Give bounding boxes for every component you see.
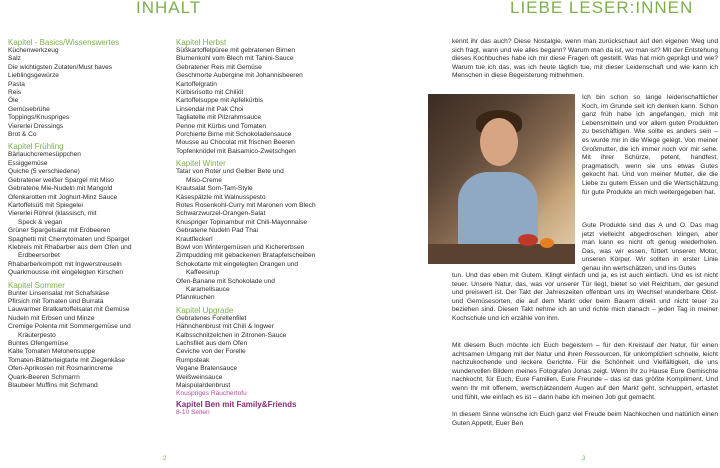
toc-entry: Gebratener weißer Spargel mit Miso [8, 176, 114, 184]
toc-section-heading: Kapitel - Basics/Wissenswertes [8, 38, 120, 47]
toc-section-heading: Kapitel Herbst [176, 38, 227, 47]
toc-entry: Cremige Polenta mit Sommergemüse und [8, 323, 131, 331]
toc-entry: Linsendal mit Pak Choi [176, 105, 244, 113]
toc-entry: Grüner Spargelsalat mit Erdbeeren [8, 227, 111, 235]
right-page [360, 0, 720, 468]
toc-entry: Viererlei Röhrel (klassisch, mit [8, 210, 97, 218]
toc-entry: Tomaten-Blätterteigtarte mit Ziegenkäse [8, 356, 125, 364]
chef-photo [428, 94, 575, 264]
side-paragraph-2: Gute Produkte sind das A und O. Das mag jetzt vielleicht abgedroschen klingen, aber man kann es nicht oft genug wiederholen. Das, was wir essen, füttert unseren Motor, unseren Körper. Wir sollten in erster Linie genau ihn wertschätzen, und ins Gutes [582, 222, 718, 272]
toc-entry: Reis [8, 89, 22, 97]
toc-entry: Blaubeer Muffins mit Schmand [8, 382, 98, 390]
toc-entry: Weißweinsauce [176, 373, 223, 381]
toc-entry: Ofen-Aprikosen mit Rosmarincreme [8, 365, 113, 373]
toc-entry: Miso-Creme [186, 176, 222, 184]
toc-entry: Gebratene Nudeln Pad Thai [176, 227, 258, 235]
toc-entry: Erdbeersorbet [18, 252, 60, 260]
page-title-leser: LIEBE LESER:INNEN [510, 0, 694, 17]
toc-entry: Toppings/Knuspriges [8, 114, 70, 122]
toc-section-heading: Kapitel Winter [176, 159, 226, 169]
toc-entry: Kartoffelsüß mit Spiegelei [8, 201, 84, 209]
toc-entry: Viererlei Dressings [8, 122, 64, 130]
toc-entry: Schwarzwurzel-Orangen-Salat [176, 210, 266, 218]
toc-entry: Porchierte Birne mit Schokoladensauce [176, 131, 292, 139]
intro-paragraph: kennt ihr das auch? Diese Nostalgie, wenn man zurückschaut auf den eigenen Weg und sich fragt, wann und wie alles begann? Warum man da ist, wo man ist? Mit der Entstehung dieses Kochbuches habe ich mir diese Fragen oft gestellt. Was hat mich geprägt und wie? Warum tue ich das, was ich heute täglich tue, mit dieser Leidenschaft und wie kann ich Menschen in diese Begeisterung mitnehmen. [452, 38, 718, 80]
toc-entry: Salz [8, 55, 21, 63]
toc-entry: Karamellsauce [186, 285, 230, 293]
toc-entry: Vegane Bratensauce [176, 365, 238, 373]
page-title-inhalt: INHALT [136, 0, 202, 17]
toc-entry: Lieblingsgewürze [8, 72, 59, 80]
toc-entry: Gebratener Reis mit Gemüse [176, 63, 262, 71]
toc-section-heading: Kapitel Upgrade [176, 305, 234, 315]
toc-entry: Quarkmousse mit eingelegten Kirschen [8, 269, 124, 277]
bottom-paragraph: Mit diesem Buch möchte ich Euch begeistern – für den Kreislauf der Natur, für einen achtsamen Umgang mit der Natur und ihren Ressourcen, für unkompliziert schnelle, leicht nachzukochende und leckere Gerichte. Für die Schönheit und Vielfältigkeit, die uns wundervollen Bildern meines Fotografen Jonas zeigt. Wenn Ihr zu Hause Eure Gemischte nachkocht, für Euch, Eure Familien, Eure Freunde – das ist das größte Kompliment. Und wenn Ihr mit offenem, wertschätzendem Augen auf den Markt geht, schnuppert, ertastet und fühlt, wie einfach es ist – dann habe ich meinen Job gut gemacht. [452, 342, 718, 401]
toc-entry: Essiggemüse [8, 159, 48, 167]
toc-entry: Quark-Beeren Schmarrn [8, 373, 80, 381]
toc-entry: Ofen-Banane mit Schokolade und [176, 277, 275, 285]
toc-entry: Maispulardenbrust [176, 382, 231, 390]
toc-entry: Ceviche von der Forelle [176, 348, 246, 356]
side-paragraph-1: Ich bin schon so lange leidenschaftlicher Koch, im Grunde seit ich denken kann. Schon ganz früh habe ich angefangen, mich mit Lebensmitteln und vor allem guten Produkten zu beschäftigen. Wie sollte es anders sein – es wurde mir in die Wiege gelegt. Von meiner Großmutter, die ich immer noch vor mir sehe. Mit ihrer Schürze, petent, handfest, pragmatisch, wenn sie uns etwas Gutes gekocht hat. Und von meiner Mutter, die die Liebe zu gutem Essen und die Wertschätzung für gute Produkte an mich weitergegeben hat. [582, 94, 718, 196]
toc-entry: Schokotarte mit eingelegten Orangen und [176, 260, 299, 268]
toc-entry: Blumenkohl vom Blech mit Tahini-Sauce [176, 55, 294, 63]
toc-entry: Rotes Rosenkohl-Curry mit Maronen vom Blech [176, 201, 316, 209]
toc-entry: Küchenwerkzeug [8, 47, 59, 54]
toc-entry: Ofenkarotten mit Joghurt-Minz Sauce [8, 193, 118, 201]
toc-entry: Krautsalat Som-Tam-Style [176, 185, 253, 193]
toc-entry: Bowl von Wintergemüsen und Kichererbsen [176, 243, 305, 251]
toc-entry: Rhabarberkompott mit Ingwerstreuseln [8, 260, 122, 268]
page-number-left: 2 [163, 456, 167, 462]
toc-entry: Buntes Ofengemüse [8, 340, 69, 347]
toc-entry: Lachsfilet aus dem Ofen [176, 340, 248, 347]
toc-column-2 [176, 38, 346, 418]
toc-entry: Kräuterpesto [18, 331, 56, 339]
toc-entry: Speck & vegan [18, 218, 63, 226]
toc-entry: Rumpsteak [176, 356, 210, 364]
toc-entry: Kaffeesirup [186, 269, 220, 277]
toc-section-heading-family: Kapitel Ben mit Family&Friends [176, 399, 297, 409]
toc-entry: Klebreis mit Rhabarber aus dem Ofen und [8, 243, 132, 251]
toc-entry: Pfirsich mit Tomaten und Burrata [8, 297, 104, 305]
toc-entry: Kalte Tomaten Melonensuppe [8, 348, 96, 356]
toc-entry: Spaghetti mit Cherrytomaten und Spargel [8, 235, 130, 243]
toc-entry: Brot & Co [8, 131, 37, 139]
toc-entry: Kürbisrisotto mit Chiliöl [176, 89, 244, 97]
toc-entry: Pfannkuchen [176, 294, 215, 302]
toc-section-heading: Kapitel Frühling [8, 142, 64, 152]
toc-entry: Die wichtigsten Zutaten/Must haves [8, 63, 113, 71]
toc-entry: Gebratene Mie-Nudeln mit Mangold [8, 185, 113, 193]
toc-entry: Tagliatelle mit Pilzrahmsauce [176, 114, 262, 122]
toc-entry: Hähnchenbrust mit Chili & Ingwer [176, 323, 274, 331]
toc-entry: Tatar von Roter und Gelber Bete und [176, 168, 284, 176]
toc-entry: Gebratenes Forellenfilet [176, 314, 247, 322]
toc-entry: Zimtpudding mit gebackenen Bratapfelscheiben [176, 252, 316, 260]
toc-entry: Bärlauchcremesüppchen [8, 151, 81, 159]
toc-entry: Gemüsebrühe [8, 105, 50, 113]
toc-section-heading: Kapitel Sommer [8, 280, 65, 290]
toc-section-subtitle: 8-10 Seiten [176, 409, 210, 417]
toc-entry: Nudeln mit Erbsen und Minze [8, 314, 95, 322]
toc-entry: Knuspriger Topinambur mit Chili-Mayonnaise [176, 218, 308, 226]
closing-paragraph: In diesem Sinne wünsche ich Euch ganz viel Freude beim Nachkochen und natürlich einen Guten Appetit, Euer Ben [452, 411, 718, 427]
toc-entry: Knuspriges Räuchertofu [176, 390, 247, 398]
toc-entry: Kartoffelgratin [176, 80, 217, 88]
toc-entry: Süßkartoffelpüree mit gebratenen Birnen [176, 47, 296, 54]
toc-entry: Mousse au Chocolat mit frischen Beeren [176, 139, 295, 147]
toc-entry: Kartoffelsuppe mit Apfelkürbis [176, 97, 264, 105]
toc-entry: Kalbsschnitzelchen in Zitronen-Sauce [176, 331, 287, 339]
toc-entry: Geschmorte Aubergine mit Johannisbeeren [176, 72, 303, 80]
toc-entry: Lauwarmer Bratkartoffelsalat mit Gemüse [8, 306, 130, 314]
toc-entry: Krautfleckerl [176, 235, 213, 243]
toc-entry: Penne mit Kürbis und Tomaten [176, 122, 267, 130]
toc-entry: Öle [8, 97, 19, 105]
toc-entry: Käsespätzle mit Walnusspesto [176, 193, 266, 201]
toc-entry: Quiche (5 verschiedene) [8, 168, 80, 176]
page-number-right: 3 [582, 456, 586, 462]
toc-column-1 [8, 38, 158, 390]
toc-entry: Bunter Linsensalat mit Schafskäse [8, 289, 110, 297]
toc-entry: Topfenknödel mit Balsamico-Zwetschgen [176, 147, 296, 155]
toc-entry: Pasta [8, 80, 25, 88]
middle-paragraph: tun. Und das eben mit Gutem. Klingt einfach und ja, es ist auch einfach. Und es ist nicht teuer. Unsere Natur, das, was vor unserer Tür liegt, bietet so viel Reichtum, der gesund und preiswert ist. Der Takt der Jahreszeiten offenbart uns im Wechsel wunderbare Obst- und Gemüsesorten, die auf dem Markt oder beim Bauern direkt und nicht teuer zu beziehen sind. Diesen Takt nehme ich an und richte mich danach – jeden Tag in meiner Kochschule und ich erzähle von ihm. [452, 272, 718, 322]
